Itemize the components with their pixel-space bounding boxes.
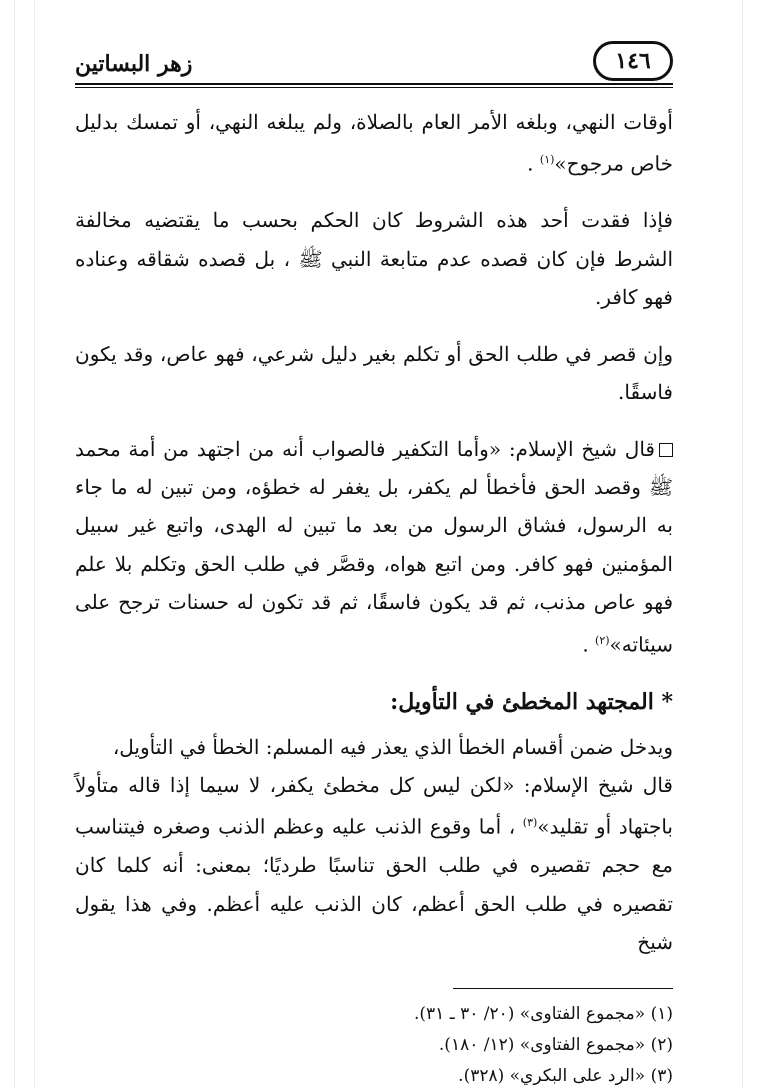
- footnote: (٣) «الرد على البكري» (٣٢٨).: [458, 1065, 673, 1086]
- footnote: (١) «مجموع الفتاوى» (٢٠/ ٣٠ ـ ٣١).: [413, 1003, 673, 1024]
- footnote: (٢) «مجموع الفتاوى» (١٢/ ١٨٠).: [438, 1034, 673, 1055]
- page-header: [75, 35, 673, 103]
- footnote-ref: (٢): [595, 633, 610, 647]
- header-divider: [75, 87, 673, 88]
- footnote-ref: (٣): [522, 816, 538, 830]
- paragraph: ويدخل ضمن أقسام الخطأ الذي يعذر فيه المسلم: الخطأ في التأويل،: [112, 734, 673, 759]
- footnote-divider: [453, 988, 673, 989]
- paragraph: فإذا فقدت أحد هذه الشروط كان الحكم بحسب ما يقتضيه مخالفة الشرط فإن كان قصده عدم متابعة النبي ﷺ ، بل قصده شقاقه وعناده فهو كافر.: [75, 208, 673, 310]
- paragraph: وإن قصر في طلب الحق أو تكلم بغير دليل شرعي، فهو عاص، وقد يكون فاسقًا.: [75, 341, 673, 405]
- footnotes: [75, 999, 673, 1092]
- book-title: زهر البساتين: [75, 51, 193, 77]
- scan-guide-line: [742, 0, 743, 1087]
- page: [75, 35, 673, 1092]
- footnote-ref: (١): [539, 153, 555, 167]
- scan-guide-line: [14, 0, 15, 1087]
- page-number: ١٤٦: [593, 41, 673, 81]
- paragraph: قال شيخ الإسلام: «لكن ليس كل مخطئ يكفر، لا سيما إذا قاله متأولاً باجتهاد أو تقليد»$^{(٣)}$ ، أما وقوع الذنب عليه وعظم الذنب وصغره فيتناسب مع حجم تقصيره في طلب الحق تناسبًا طرديًا؛ بمعنى: أنه كلما كان تقصيره في طلب الحق أعظم، كان الذنب عليه أعظم. وفي هذا يقول شيخ: [75, 773, 673, 955]
- section-heading: * المجتهد المخطئ في التأويل:: [390, 688, 673, 715]
- quote-marker-icon: [659, 443, 673, 457]
- header-divider: [75, 83, 673, 85]
- paragraph: أوقات النهي، وبلغه الأمر العام بالصلاة، ولم يبلغه النهي، أو تمسك بدليل خاص مرجوح»$^{(١)}$ .: [75, 110, 673, 177]
- paragraph: قال شيخ الإسلام: «وأما التكفير فالصواب أنه من اجتهد من أمة محمد ﷺ وقصد الحق فأخطأ لم يكفر، بل يغفر له خطؤه، ومن تبين له ما جاء به الرسول، فشاق الرسول من بعد ما تبين له الهدى، واتبع غير سبيل المؤمنين فهو كافر. ومن اتبع هواه، وقصَّر في طلب الحق وتكلم بلا علم فهو عاص مذنب، ثم قد يكون فاسقًا، ثم قد تكون له حسنات ترجح على سيئاته»$^{(٢)}$ .: [75, 436, 673, 657]
- scan-guide-line: [34, 0, 35, 1087]
